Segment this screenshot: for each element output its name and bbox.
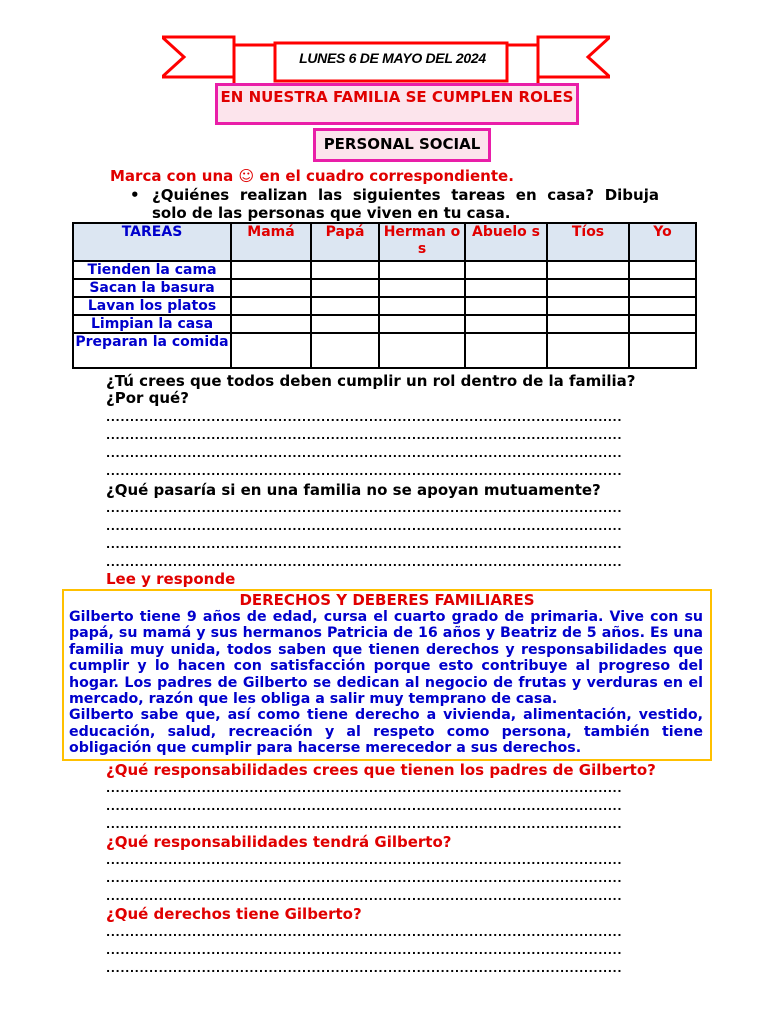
read-and-answer-label: Lee y responde <box>106 570 236 588</box>
answer-line[interactable]: ............................................................................................................ <box>106 556 623 569</box>
answer-line[interactable]: ............................................................................................................ <box>106 502 623 515</box>
table-header: Tíos <box>547 223 629 261</box>
table-row <box>73 297 696 315</box>
answer-cell[interactable] <box>547 333 629 368</box>
answer-line[interactable]: ............................................................................................................ <box>106 890 623 903</box>
answer-line[interactable]: ............................................................................................................ <box>106 818 623 831</box>
table-header: Mamá <box>231 223 311 261</box>
reading-paragraph: Gilberto tiene 9 años de edad, cursa el cuarto grado de primaria. Vive con su papá, su mamá y sus hermanos Patricia de 16 años y Beatriz de 5 años. Es una familia muy unida, todos saben que tienen derechos y responsabilidades que cumplir y lo hacen con satisfacción porque esto contribuye al progreso del hogar. Los padres de Gilberto se dedican al negocio de frutas y verduras en el mercado, razón que les obliga a salir muy temprano de casa. <box>69 609 703 708</box>
table-header-row <box>73 223 696 261</box>
answer-cell[interactable] <box>231 297 311 315</box>
table-header: Herman os <box>379 223 465 261</box>
answer-cell[interactable] <box>379 279 465 297</box>
reading-title: DERECHOS Y DEBERES FAMILIARES <box>239 591 535 609</box>
answer-cell[interactable] <box>629 279 696 297</box>
answer-cell[interactable] <box>311 261 379 279</box>
reading-paragraph: Gilberto sabe que, así como tiene derecho a vivienda, alimentación, vestido, educación, salud, recreación y al respeto como persona, también tiene obligación que cumplir para hacerse merecedor a sus derechos. <box>69 707 703 757</box>
answer-line[interactable]: ............................................................................................................ <box>106 962 623 975</box>
table-row <box>73 315 696 333</box>
table-row <box>73 279 696 297</box>
question-1: ¿Tú crees que todos deben cumplir un rol dentro de la familia? ¿Por qué? <box>106 372 636 407</box>
answer-cell[interactable] <box>379 315 465 333</box>
answer-cell[interactable] <box>311 315 379 333</box>
answer-cell[interactable] <box>547 261 629 279</box>
instruction-text: Marca con una ☺ en el cuadro correspondiente. <box>110 167 514 185</box>
answer-cell[interactable] <box>465 315 547 333</box>
answer-cell[interactable] <box>629 333 696 368</box>
answer-line[interactable]: ............................................................................................................ <box>106 411 623 424</box>
answer-line[interactable]: ............................................................................................................ <box>106 447 623 460</box>
task-cell: Limpian la casa <box>73 315 231 333</box>
answer-cell[interactable] <box>231 315 311 333</box>
answer-cell[interactable] <box>231 279 311 297</box>
answer-line[interactable]: ............................................................................................................ <box>106 872 623 885</box>
answer-line[interactable]: ............................................................................................................ <box>106 538 623 551</box>
answer-line[interactable]: ............................................................................................................ <box>106 800 623 813</box>
table-header: TAREAS <box>73 223 231 261</box>
question-2: ¿Qué pasaría si en una familia no se apoyan mutuamente? <box>106 481 601 499</box>
answer-cell[interactable] <box>629 261 696 279</box>
answer-cell[interactable] <box>311 333 379 368</box>
answer-cell[interactable] <box>547 279 629 297</box>
answer-cell[interactable] <box>379 297 465 315</box>
answer-line[interactable]: ............................................................................................................ <box>106 520 623 533</box>
task-cell: Preparan la comida <box>73 333 231 368</box>
answer-cell[interactable] <box>231 333 311 368</box>
task-cell: Tienden la cama <box>73 261 231 279</box>
answer-line[interactable]: ............................................................................................................ <box>106 854 623 867</box>
question-3: ¿Qué responsabilidades crees que tienen los padres de Gilberto? <box>106 761 656 779</box>
answer-cell[interactable] <box>629 297 696 315</box>
answer-line[interactable]: ............................................................................................................ <box>106 782 623 795</box>
subject-label: PERSONAL SOCIAL <box>313 128 491 162</box>
table-header: Abuelo s <box>465 223 547 261</box>
question-5: ¿Qué derechos tiene Gilberto? <box>106 905 362 923</box>
bullet-text: ¿Quiénes realizan las siguientes tareas en casa? Dibuja solo de las personas que viven en tu casa. <box>152 186 659 222</box>
answer-cell[interactable] <box>465 261 547 279</box>
answer-cell[interactable] <box>465 279 547 297</box>
date-label: LUNES 6 DE MAYO DEL 2024 <box>299 50 486 66</box>
page-title: EN NUESTRA FAMILIA SE CUMPLEN ROLES <box>215 83 579 125</box>
bullet-icon: • <box>130 186 140 204</box>
answer-cell[interactable] <box>231 261 311 279</box>
answer-cell[interactable] <box>311 279 379 297</box>
answer-cell[interactable] <box>547 315 629 333</box>
answer-line[interactable]: ............................................................................................................ <box>106 429 623 442</box>
answer-cell[interactable] <box>465 297 547 315</box>
answer-line[interactable]: ............................................................................................................ <box>106 926 623 939</box>
task-cell: Lavan los platos <box>73 297 231 315</box>
table-header: Yo <box>629 223 696 261</box>
answer-cell[interactable] <box>379 333 465 368</box>
answer-cell[interactable] <box>547 297 629 315</box>
reading-text <box>69 609 703 757</box>
task-cell: Sacan la basura <box>73 279 231 297</box>
table-header: Papá <box>311 223 379 261</box>
answer-cell[interactable] <box>465 333 547 368</box>
answer-line[interactable]: ............................................................................................................ <box>106 465 623 478</box>
table-row <box>73 261 696 279</box>
answer-cell[interactable] <box>311 297 379 315</box>
answer-line[interactable]: ............................................................................................................ <box>106 944 623 957</box>
answer-cell[interactable] <box>629 315 696 333</box>
answer-cell[interactable] <box>379 261 465 279</box>
question-4: ¿Qué responsabilidades tendrá Gilberto? <box>106 833 452 851</box>
table-row <box>73 333 696 368</box>
tasks-table <box>72 222 697 369</box>
